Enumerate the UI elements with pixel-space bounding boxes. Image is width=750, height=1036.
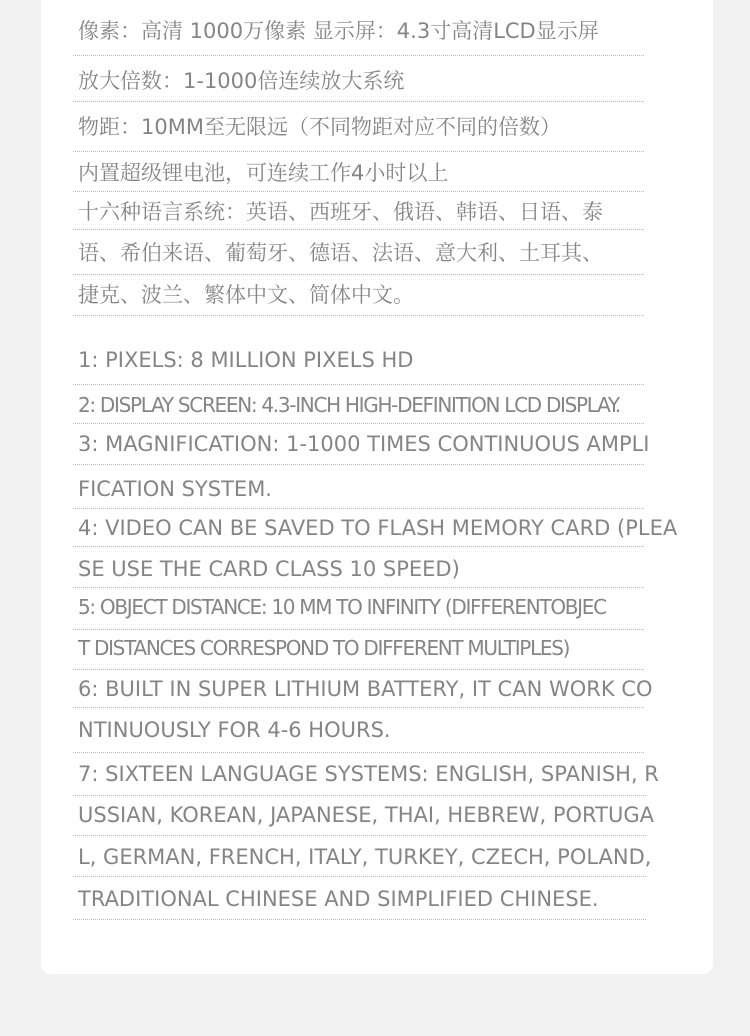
spec-item-3-line1: 3: MAGNIFICATION: 1-1000 TIMES CONTINUOUS AMPLI bbox=[78, 432, 650, 456]
spec-item-6-line2: NTINUOUSLY FOR 4-6 HOURS. bbox=[78, 718, 391, 742]
divider bbox=[73, 835, 646, 836]
divider bbox=[73, 587, 644, 588]
spec-pixels-display-zh: 像素：高清 1000万像素 显示屏：4.3寸高清LCD显示屏 bbox=[78, 19, 599, 43]
divider bbox=[73, 546, 644, 547]
divider bbox=[73, 191, 644, 192]
spec-item-1: 1: PIXELS: 8 MILLION PIXELS HD bbox=[78, 348, 414, 372]
spec-languages-zh-line2: 语、希伯来语、葡萄牙、德语、法语、意大利、土耳其、 bbox=[78, 241, 603, 265]
divider bbox=[73, 795, 646, 796]
divider bbox=[73, 274, 644, 275]
spec-magnification-zh: 放大倍数：1-1000倍连续放大系统 bbox=[78, 69, 405, 93]
spec-item-7-line2: USSIAN, KOREAN, JAPANESE, THAI, HEBREW, PORTUGA bbox=[78, 803, 654, 827]
spec-item-7-line1: 7: SIXTEEN LANGUAGE SYSTEMS: ENGLISH, SPANISH, R bbox=[78, 762, 659, 786]
spec-battery-zh: 内置超级锂电池，可连续工作4小时以上 bbox=[78, 161, 449, 185]
divider bbox=[73, 55, 644, 56]
spec-languages-zh-line3: 捷克、波兰、繁体中文、简体中文。 bbox=[78, 283, 414, 307]
divider bbox=[73, 384, 644, 385]
divider bbox=[73, 876, 646, 877]
spec-item-5-line1: 5: OBJECT DISTANCE: 10 MM TO INFINITY (DIFFERENTOBJEC bbox=[78, 595, 606, 619]
spec-item-7-line3: L, GERMAN, FRENCH, ITALY, TURKEY, CZECH, POLAND, bbox=[78, 845, 652, 869]
divider bbox=[73, 229, 644, 230]
spec-item-3-line2: FICATION SYSTEM. bbox=[78, 477, 272, 501]
spec-item-5-line2: T DISTANCES CORRESPOND TO DIFFERENT MULTIPLES) bbox=[78, 636, 570, 660]
divider bbox=[73, 707, 644, 708]
divider bbox=[73, 101, 644, 102]
divider bbox=[73, 423, 644, 424]
divider bbox=[73, 669, 644, 670]
divider bbox=[73, 919, 646, 920]
spec-item-4-line1: 4: VIDEO CAN BE SAVED TO FLASH MEMORY CARD (PLEA bbox=[78, 516, 678, 540]
spec-distance-zh: 物距：10MM至无限远（不同物距对应不同的倍数） bbox=[78, 115, 561, 139]
divider bbox=[73, 315, 644, 316]
spec-item-7-line4: TRADITIONAL CHINESE AND SIMPLIFIED CHINESE. bbox=[78, 887, 599, 911]
divider bbox=[73, 629, 644, 630]
divider bbox=[73, 464, 644, 465]
spec-item-4-line2: SE USE THE CARD CLASS 10 SPEED) bbox=[78, 557, 460, 581]
spec-languages-zh-line1: 十六种语言系统：英语、西班牙、俄语、韩语、日语、泰 bbox=[78, 200, 603, 224]
spec-item-6-line1: 6: BUILT IN SUPER LITHIUM BATTERY, IT CAN WORK CO bbox=[78, 677, 653, 701]
divider bbox=[73, 151, 644, 152]
divider bbox=[73, 508, 644, 509]
spec-item-2: 2: DISPLAY SCREEN: 4.3-INCH HIGH-DEFINITION LCD DISPLAY. bbox=[78, 393, 620, 417]
divider bbox=[73, 752, 644, 753]
